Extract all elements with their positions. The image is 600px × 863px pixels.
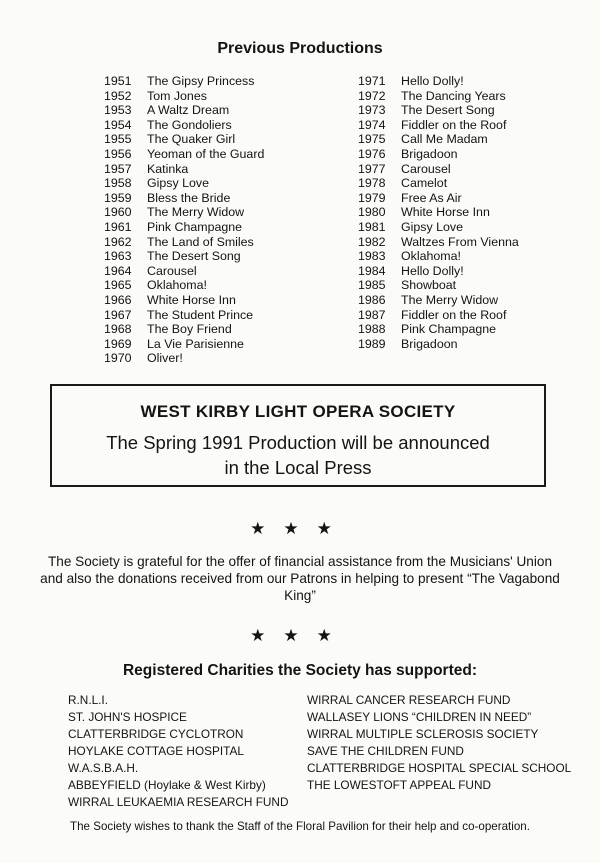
production-row <box>358 264 519 279</box>
production-year: 1972 <box>358 88 386 103</box>
production-title: Showboat <box>401 278 457 293</box>
production-title: The Quaker Girl <box>147 132 236 147</box>
production-title: The Student Prince <box>147 307 254 322</box>
production-year: 1987 <box>358 307 386 322</box>
production-title: Brigadoon <box>401 146 458 161</box>
production-title: La Vie Parisienne <box>147 336 244 351</box>
production-year: 1982 <box>358 234 386 249</box>
production-title: Pink Champagne <box>401 322 497 337</box>
charity-item: ABBEYFIELD (Hoylake & West Kirby) <box>68 778 266 792</box>
production-row <box>358 220 519 235</box>
star-divider-bottom: ★★★ <box>250 626 350 645</box>
production-title: Oklahoma! <box>147 278 207 293</box>
production-title: Carousel <box>401 161 451 176</box>
production-row <box>104 264 264 279</box>
production-row <box>358 74 519 89</box>
production-year: 1965 <box>104 278 132 293</box>
production-year: 1979 <box>358 190 386 205</box>
production-title: The Dancing Years <box>401 88 506 103</box>
production-title: The Gondoliers <box>147 117 232 132</box>
production-title: Fiddler on the Roof <box>401 117 507 132</box>
production-row <box>358 103 519 118</box>
production-title: Gipsy Love <box>147 176 209 191</box>
production-year: 1963 <box>104 249 132 264</box>
production-title: The Boy Friend <box>147 322 232 337</box>
production-title: White Horse Inn <box>147 292 236 307</box>
production-row <box>358 191 519 206</box>
production-row <box>358 337 519 352</box>
production-title: Camelot <box>401 176 448 191</box>
production-title: A Waltz Dream <box>147 103 230 118</box>
production-year: 1973 <box>358 103 386 118</box>
production-year: 1959 <box>104 190 132 205</box>
production-row <box>358 308 519 323</box>
production-row <box>104 89 264 104</box>
production-row <box>358 205 519 220</box>
production-title: The Desert Song <box>147 249 241 264</box>
production-year: 1951 <box>104 74 132 88</box>
production-row <box>104 308 264 323</box>
production-title: Katinka <box>147 161 189 176</box>
production-row <box>104 205 264 220</box>
previous-productions-heading: Previous Productions <box>217 40 383 57</box>
charity-item: CLATTERBRIDGE HOSPITAL SPECIAL SCHOOL <box>307 761 572 775</box>
production-year: 1960 <box>104 205 132 220</box>
production-title: Tom Jones <box>147 88 207 103</box>
production-row <box>104 103 264 118</box>
charity-item: WIRRAL CANCER RESEARCH FUND <box>307 693 511 707</box>
charities-heading: Registered Charities the Society has supported: <box>122 662 477 679</box>
charity-item: W.A.S.B.A.H. <box>68 761 139 775</box>
production-title: Oliver! <box>147 351 183 366</box>
production-year: 1980 <box>358 205 386 220</box>
production-year: 1984 <box>358 263 386 278</box>
production-row <box>104 278 264 293</box>
production-row <box>358 162 519 177</box>
productions-list-right <box>358 74 519 351</box>
production-row <box>358 322 519 337</box>
production-year: 1966 <box>104 292 132 307</box>
production-year: 1988 <box>358 322 386 337</box>
production-title: Carousel <box>147 263 197 278</box>
production-year: 1961 <box>104 219 132 234</box>
charity-item: SAVE THE CHILDREN FUND <box>307 744 464 758</box>
production-year: 1952 <box>104 88 132 103</box>
production-title: Hello Dolly! <box>401 263 464 278</box>
star-divider-top: ★★★ <box>250 519 350 538</box>
production-year: 1956 <box>104 146 132 161</box>
production-row <box>104 249 264 264</box>
production-title: Hello Dolly! <box>401 74 464 88</box>
production-row <box>358 147 519 162</box>
announcement-box <box>50 384 546 487</box>
production-title: Brigadoon <box>401 336 458 351</box>
production-row <box>358 132 519 147</box>
charities-list-right <box>307 692 571 794</box>
production-year: 1955 <box>104 132 132 147</box>
production-title: The Merry Widow <box>147 205 245 220</box>
production-title: Waltzes From Vienna <box>401 234 519 249</box>
production-title: Fiddler on the Roof <box>401 307 507 322</box>
charity-item: WIRRAL LEUKAEMIA RESEARCH FUND <box>68 795 289 809</box>
production-year: 1975 <box>358 132 386 147</box>
production-title: Yeoman of the Guard <box>147 146 265 161</box>
charity-item: ST. JOHN'S HOSPICE <box>68 710 187 724</box>
production-row <box>358 293 519 308</box>
production-title: Call Me Madam <box>401 132 488 147</box>
announcement-line-1: The Spring 1991 Production will be announced <box>106 432 490 453</box>
production-title: The Desert Song <box>401 103 495 118</box>
production-row <box>104 351 264 366</box>
production-row <box>104 322 264 337</box>
charity-item: HOYLAKE COTTAGE HOSPITAL <box>68 744 244 758</box>
production-year: 1954 <box>104 117 132 132</box>
production-row <box>358 176 519 191</box>
charity-item: THE LOWESTOFT APPEAL FUND <box>307 778 491 792</box>
production-title: White Horse Inn <box>401 205 490 220</box>
production-row <box>104 132 264 147</box>
charities-list-left <box>68 692 288 811</box>
charity-item: WIRRAL MULTIPLE SCLEROSIS SOCIETY <box>307 727 539 741</box>
production-row <box>358 235 519 250</box>
production-row <box>104 337 264 352</box>
production-row <box>358 249 519 264</box>
production-title: Pink Champagne <box>147 219 243 234</box>
production-row <box>104 176 264 191</box>
productions-list-left <box>104 74 264 366</box>
production-row <box>104 191 264 206</box>
society-name: WEST KIRBY LIGHT OPERA SOCIETY <box>140 402 456 421</box>
production-year: 1983 <box>358 249 386 264</box>
production-year: 1989 <box>358 336 386 351</box>
production-year: 1957 <box>104 161 132 176</box>
production-title: Free As Air <box>401 190 462 205</box>
production-row <box>104 235 264 250</box>
production-row <box>104 162 264 177</box>
production-year: 1968 <box>104 322 132 337</box>
production-row <box>104 118 264 133</box>
production-row <box>358 89 519 104</box>
acknowledgement-paragraph: The Society is grateful for the offer of financial assistance from the Musicians' Union and also the donations received from our Patrons in helping to present “The Vagabond King” <box>40 554 560 603</box>
production-year: 1964 <box>104 263 132 278</box>
production-year: 1974 <box>358 117 386 132</box>
production-year: 1977 <box>358 161 386 176</box>
production-title: Oklahoma! <box>401 249 461 264</box>
production-year: 1978 <box>358 176 386 191</box>
production-row <box>358 278 519 293</box>
charity-item: WALLASEY LIONS “CHILDREN IN NEED” <box>307 710 532 724</box>
production-row <box>104 293 264 308</box>
production-row <box>358 118 519 133</box>
production-year: 1970 <box>104 351 132 366</box>
production-title: The Merry Widow <box>401 292 499 307</box>
production-year: 1953 <box>104 103 132 118</box>
production-year: 1981 <box>358 219 386 234</box>
charity-item: R.N.L.I. <box>68 693 108 707</box>
announcement-line-2: in the Local Press <box>224 457 372 478</box>
production-row <box>104 74 264 89</box>
production-title: The Land of Smiles <box>147 234 254 249</box>
production-year: 1971 <box>358 74 386 88</box>
production-title: The Gipsy Princess <box>147 74 255 88</box>
production-title: Bless the Bride <box>147 190 231 205</box>
production-year: 1958 <box>104 176 132 191</box>
production-year: 1976 <box>358 146 386 161</box>
production-year: 1962 <box>104 234 132 249</box>
production-year: 1967 <box>104 307 132 322</box>
production-row <box>104 147 264 162</box>
production-year: 1986 <box>358 292 386 307</box>
production-year: 1969 <box>104 336 132 351</box>
charity-item: CLATTERBRIDGE CYCLOTRON <box>68 727 244 741</box>
production-year: 1985 <box>358 278 386 293</box>
production-row <box>104 220 264 235</box>
thanks-footer: The Society wishes to thank the Staff of the Floral Pavilion for their help and co-operation. <box>70 820 530 833</box>
production-title: Gipsy Love <box>401 219 463 234</box>
